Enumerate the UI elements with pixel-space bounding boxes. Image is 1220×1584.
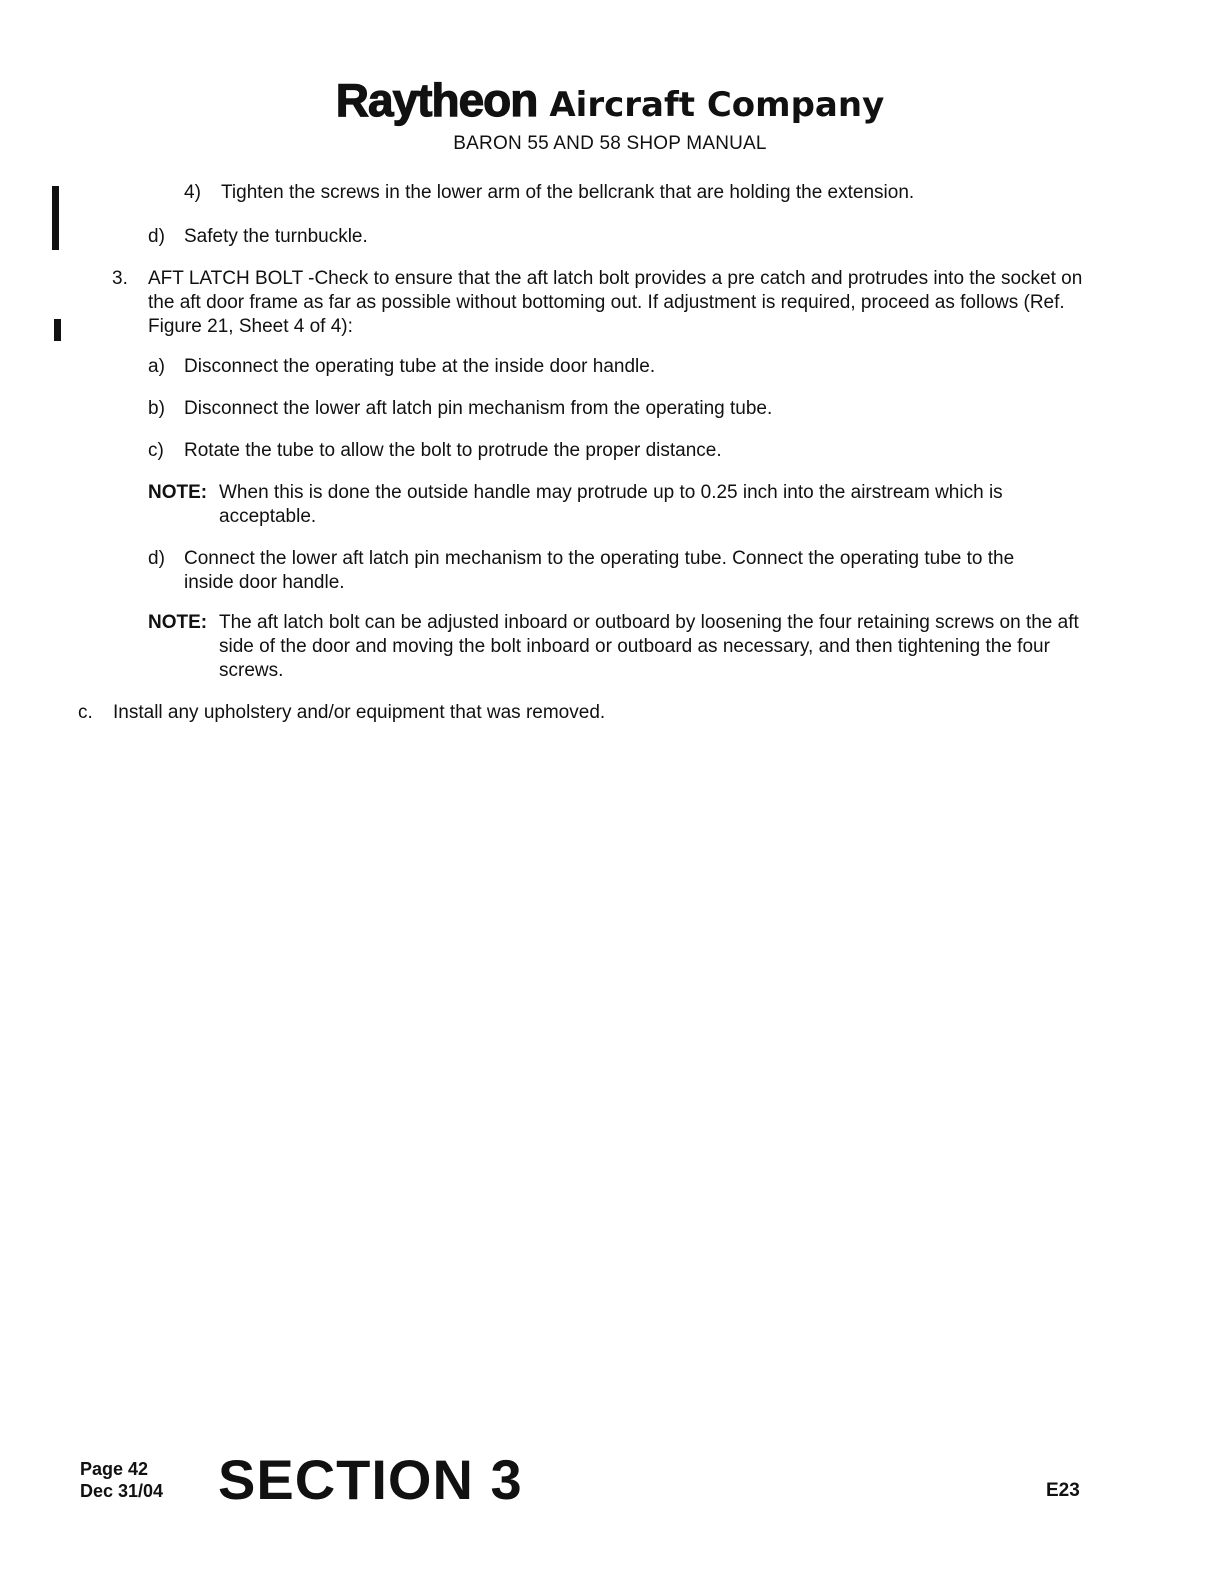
step-d-connect-text: Connect the lower aft latch pin mechanism to the operating tube. Connect the operating tube to the inside door handle. xyxy=(184,548,1015,593)
note-2-text: The aft latch bolt can be adjusted inboard or outboard by loosening the four retaining screws on the aft side of the door and moving the bolt inboard or outboard as necessary, and then tightening the four screws. xyxy=(219,612,1079,681)
step-text: Rotate the tube to allow the bolt to protrude the proper distance. xyxy=(184,440,722,461)
revision-code: E23 xyxy=(1046,1480,1080,1501)
note-label: NOTE: xyxy=(148,482,208,503)
section-title: SECTION 3 xyxy=(218,1448,523,1511)
step-text: Disconnect the operating tube at the inside door handle. xyxy=(184,356,656,377)
change-bar xyxy=(54,319,61,341)
step-text: Install any upholstery and/or equipment that was removed. xyxy=(113,702,606,723)
step-number: b) xyxy=(148,398,165,419)
page-number: Page 42 xyxy=(80,1459,149,1479)
page-header xyxy=(0,76,1220,155)
company-name: Aircraft Company xyxy=(549,85,885,125)
step-text: Tighten the screws in the lower arm of the bellcrank that are holding the extension. xyxy=(221,182,915,203)
step-number: c. xyxy=(78,702,93,723)
step-number: a) xyxy=(148,356,165,377)
step-number: c) xyxy=(148,440,164,461)
step-number: d) xyxy=(148,226,165,247)
step-3-number: 3. xyxy=(112,268,128,289)
step-text: Disconnect the lower aft latch pin mechanism from the operating tube. xyxy=(184,398,773,419)
note-label: NOTE: xyxy=(148,612,208,633)
brand-logo xyxy=(0,76,1220,129)
brand-name: Raytheon xyxy=(335,74,538,126)
manual-title: BARON 55 AND 58 SHOP MANUAL xyxy=(453,133,767,154)
change-bar xyxy=(52,186,59,250)
step-number: 4) xyxy=(184,182,201,203)
note-1-text: When this is done the outside handle may protrude up to 0.25 inch into the airstream which is acceptable. xyxy=(219,482,1003,527)
page-info xyxy=(80,1458,163,1502)
step-text: Safety the turnbuckle. xyxy=(184,226,368,247)
revision-date: Dec 31/04 xyxy=(80,1481,164,1501)
step-3-text: AFT LATCH BOLT -Check to ensure that the aft latch bolt provides a pre catch and protrudes into the socket on the aft door frame as far as possible without bottoming out. If adjustment is required, proceed as follows (Ref. Figure 21, Sheet 4 of 4): xyxy=(148,268,1083,337)
step-d-connect-number: d) xyxy=(148,548,165,569)
